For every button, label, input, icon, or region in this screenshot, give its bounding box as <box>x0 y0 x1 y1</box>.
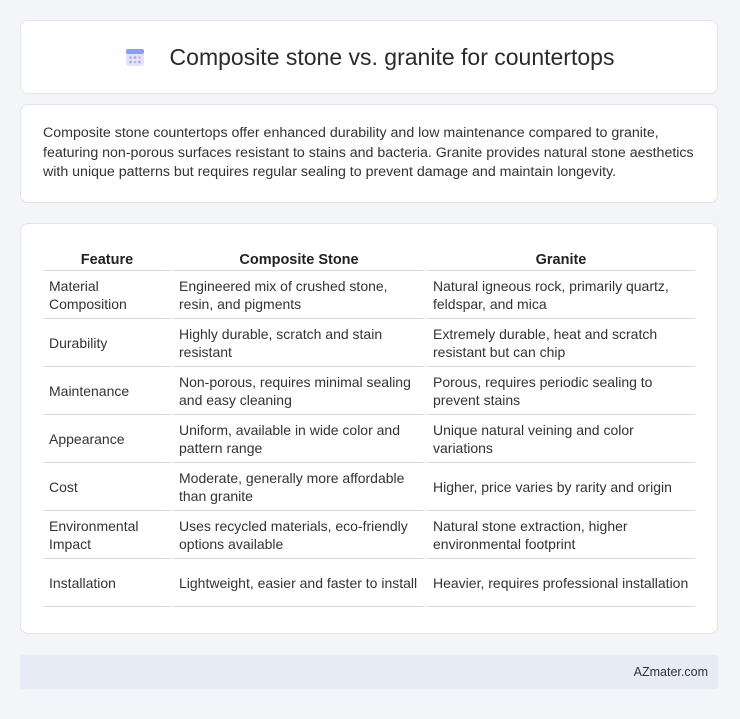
granite-cell: Higher, price varies by rarity and origin <box>427 463 695 511</box>
feature-cell: Material Composition <box>43 271 171 319</box>
comparison-table <box>41 244 697 607</box>
table-row <box>43 367 695 415</box>
granite-cell: Porous, requires periodic sealing to prevent stains <box>427 367 695 415</box>
feature-cell: Appearance <box>43 415 171 463</box>
composite-cell: Uses recycled materials, eco-friendly options available <box>173 511 425 559</box>
granite-cell: Heavier, requires professional installation <box>427 559 695 607</box>
table-row <box>43 415 695 463</box>
intro-card <box>20 104 718 203</box>
composite-cell: Uniform, available in wide color and pattern range <box>173 415 425 463</box>
table-row <box>43 319 695 367</box>
feature-cell: Environmental Impact <box>43 511 171 559</box>
feature-cell: Durability <box>43 319 171 367</box>
header-feature: Feature <box>43 244 171 271</box>
footer-brand[interactable]: AZmater.com <box>633 665 708 679</box>
comparison-card <box>20 223 718 634</box>
granite-cell: Extremely durable, heat and scratch resistant but can chip <box>427 319 695 367</box>
composite-cell: Non-porous, requires minimal sealing and easy cleaning <box>173 367 425 415</box>
calendar-icon <box>124 46 146 68</box>
feature-cell: Installation <box>43 559 171 607</box>
feature-cell: Maintenance <box>43 367 171 415</box>
header-granite: Granite <box>427 244 695 271</box>
granite-cell: Natural stone extraction, higher environmental footprint <box>427 511 695 559</box>
granite-cell: Natural igneous rock, primarily quartz, feldspar, and mica <box>427 271 695 319</box>
title-card <box>20 20 718 94</box>
table-row <box>43 559 695 607</box>
table-row <box>43 511 695 559</box>
table-row <box>43 463 695 511</box>
footer-bar <box>20 655 718 689</box>
composite-cell: Lightweight, easier and faster to install <box>173 559 425 607</box>
intro-text: Composite stone countertops offer enhanced durability and low maintenance compared to granite, featuring non-porous surfaces resistant to stains and bacteria. Granite provides natural stone aesthetics with unique patterns but requires regular sealing to prevent damage and maintain longevity. <box>43 125 694 180</box>
composite-cell: Highly durable, scratch and stain resistant <box>173 319 425 367</box>
header-composite-stone: Composite Stone <box>173 244 425 271</box>
page-title: Composite stone vs. granite for countertops <box>169 43 615 70</box>
feature-cell: Cost <box>43 463 171 511</box>
granite-cell: Unique natural veining and color variations <box>427 415 695 463</box>
composite-cell: Moderate, generally more affordable than granite <box>173 463 425 511</box>
table-row <box>43 271 695 319</box>
table-header-row <box>43 244 695 271</box>
composite-cell: Engineered mix of crushed stone, resin, and pigments <box>173 271 425 319</box>
